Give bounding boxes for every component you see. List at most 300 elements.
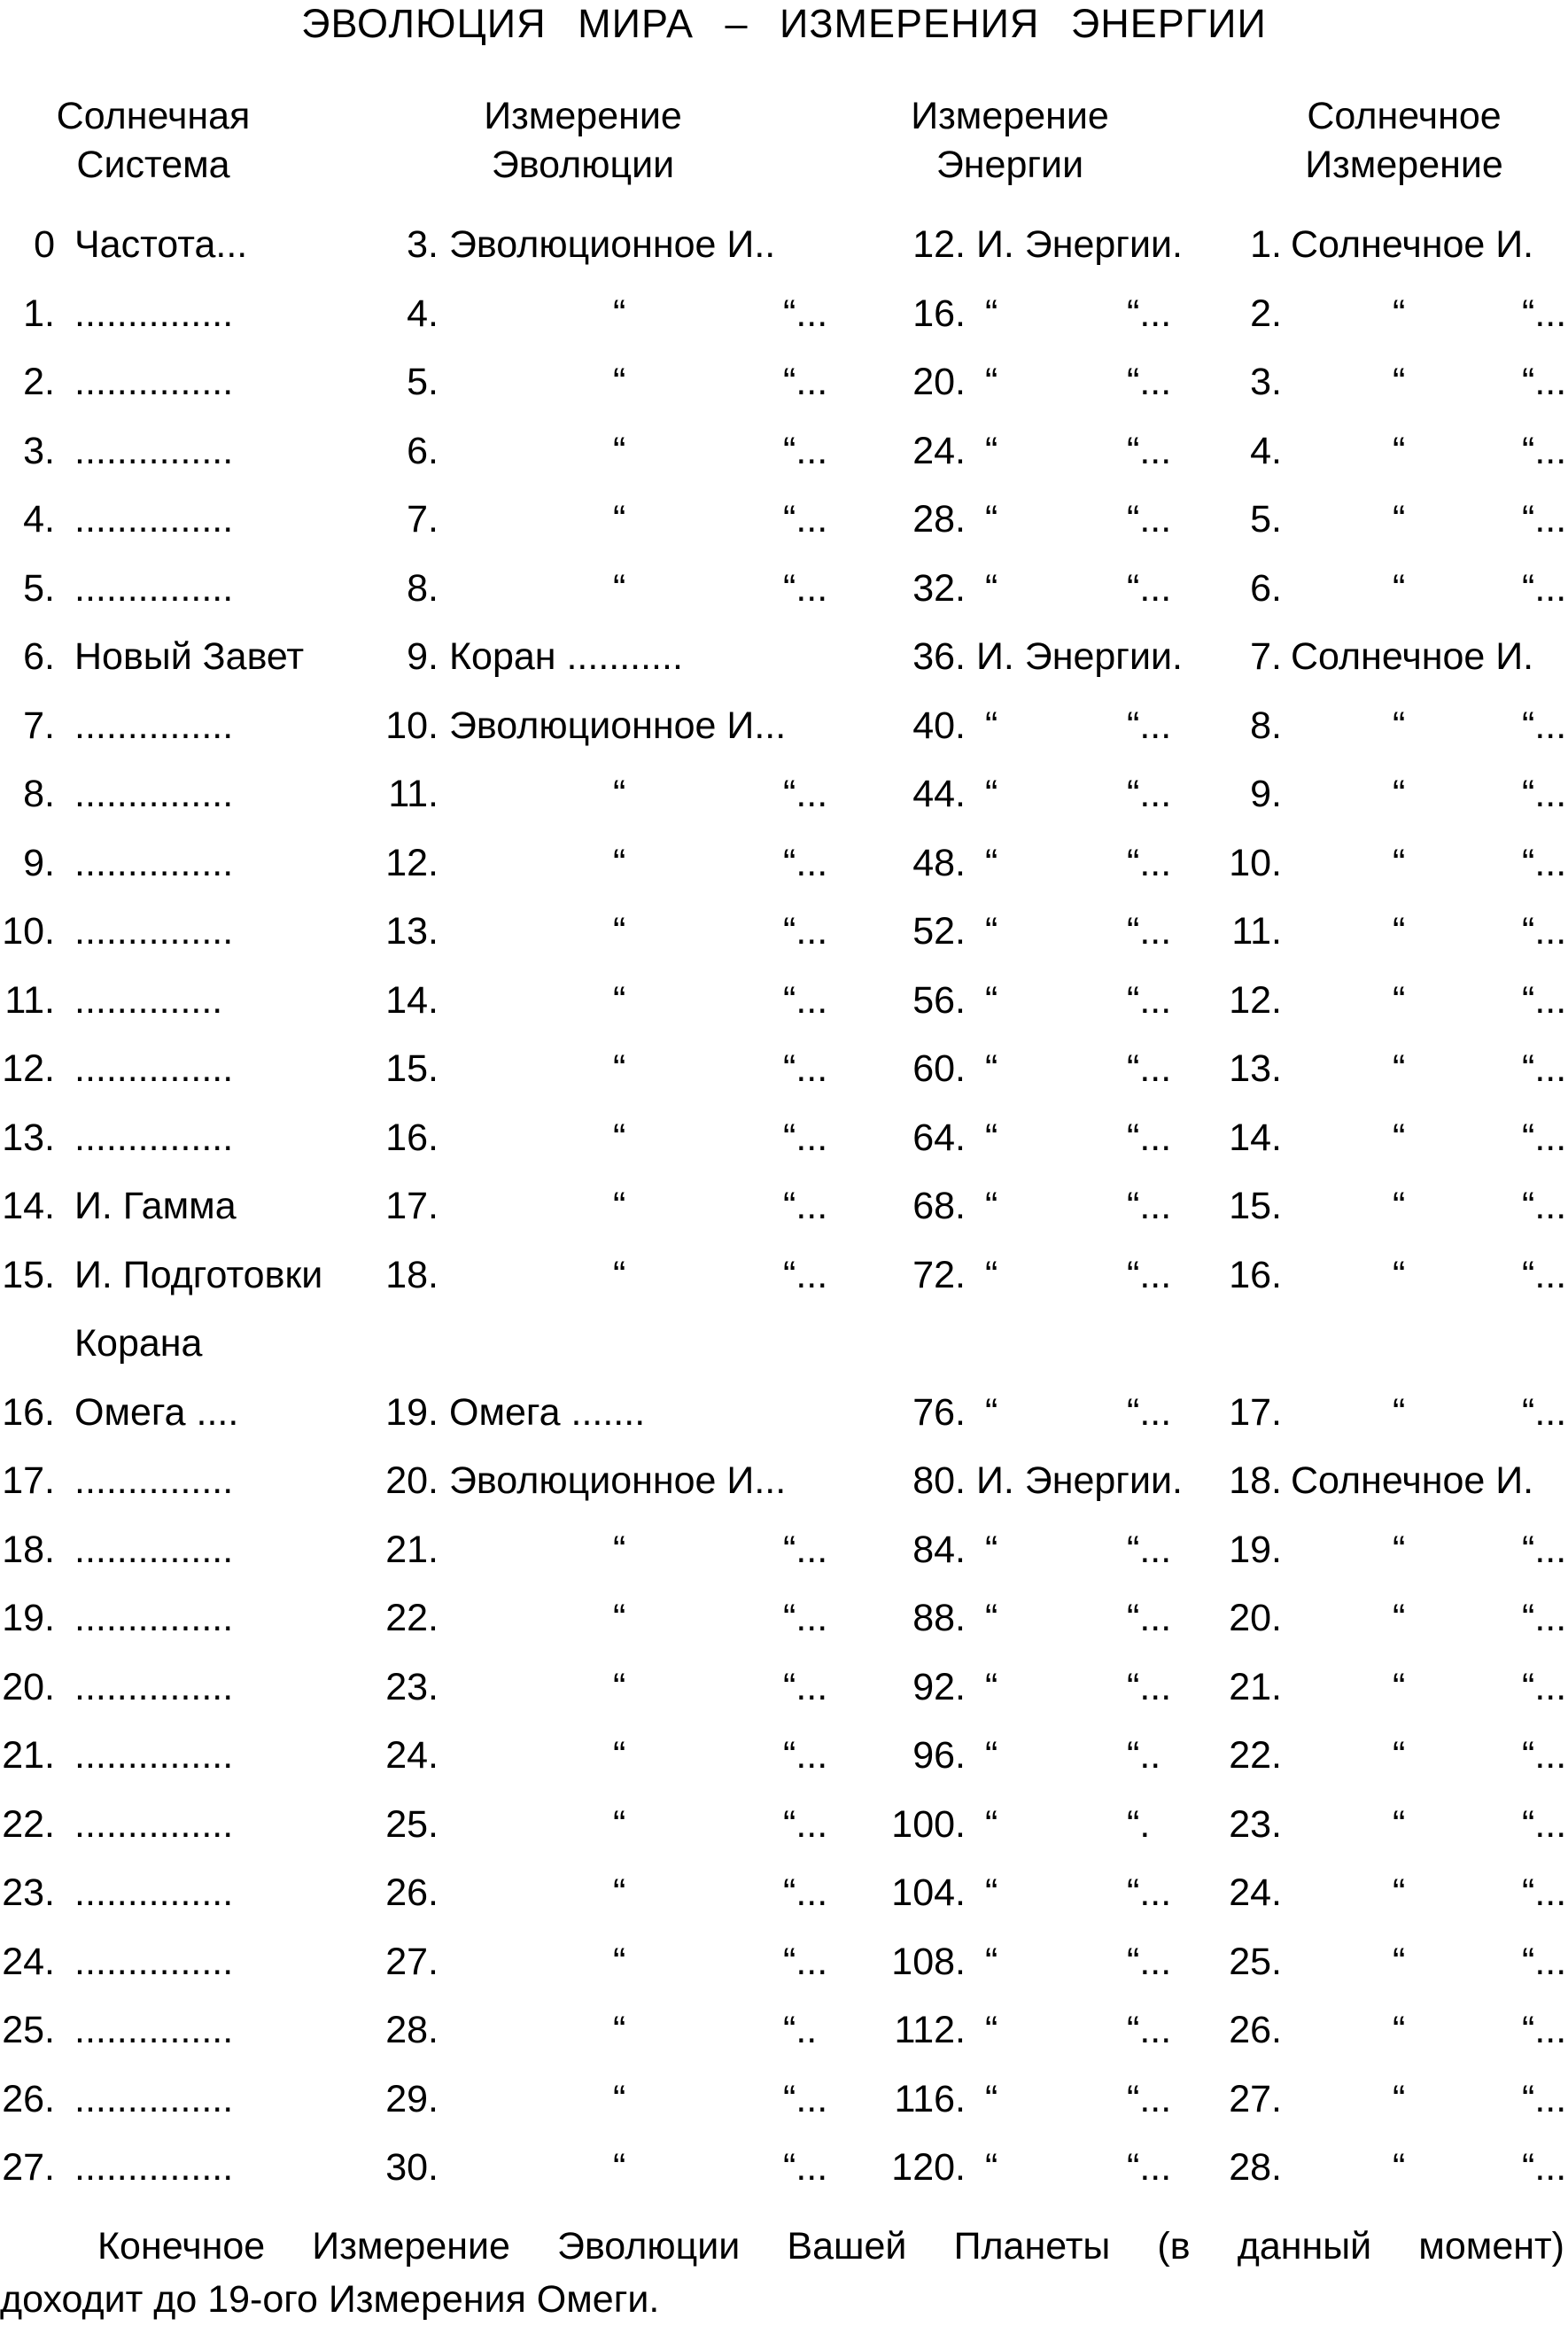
- ditto-mark: “: [1393, 1734, 1406, 1777]
- ditto-mark: “...: [1522, 566, 1567, 610]
- ditto-mark: “: [613, 1871, 626, 1914]
- ditto-mark: “: [1393, 1185, 1406, 1227]
- cell-text: ...............: [74, 1665, 234, 1708]
- table-row: [0, 1732, 1568, 1801]
- cell-number: 29.: [385, 2077, 439, 2120]
- ditto-mark: “...: [783, 1871, 828, 1914]
- cell-text: ...............: [74, 1116, 234, 1159]
- ditto-mark: “: [613, 1802, 626, 1846]
- cell-number: 24.: [2, 1940, 55, 1983]
- cell-number: 1.: [23, 292, 55, 335]
- cell-number: 11.: [4, 978, 55, 1022]
- ditto-mark: “...: [1127, 1940, 1172, 1983]
- ditto-mark: “: [985, 1597, 998, 1639]
- column-header-line: Измерение: [1305, 144, 1503, 186]
- cell-number: 32.: [912, 566, 966, 610]
- cell-number: 14.: [1229, 1116, 1282, 1159]
- ditto-mark: “...: [1522, 2077, 1567, 2120]
- cell-number: 9.: [23, 841, 55, 884]
- cell-number: 22.: [385, 1597, 439, 1639]
- ditto-mark: “...: [1522, 1528, 1567, 1571]
- cell-text: И. Подготовки: [74, 1253, 323, 1296]
- cell-number: 1.: [1250, 223, 1282, 266]
- ditto-mark: “: [985, 1528, 998, 1571]
- ditto-mark: “...: [783, 2077, 828, 2120]
- ditto-mark: “...: [783, 1734, 828, 1777]
- cell-number: 20.: [2, 1665, 55, 1708]
- cell-text: ...............: [74, 773, 234, 815]
- cell-number: 10.: [1229, 841, 1282, 884]
- ditto-mark: “...: [1522, 361, 1567, 403]
- ditto-mark: “: [985, 704, 998, 747]
- ditto-mark: “...: [783, 1047, 828, 1090]
- cell-number: 22.: [2, 1802, 55, 1846]
- ditto-mark: “...: [783, 1528, 828, 1571]
- ditto-mark: “...: [1127, 841, 1172, 884]
- cell-number: 8.: [1250, 704, 1282, 747]
- cell-number: 16.: [912, 292, 966, 335]
- cell-number: 17.: [1229, 1390, 1282, 1434]
- cell-text: ...............: [74, 841, 234, 884]
- cell-number: 36.: [912, 635, 966, 678]
- ditto-mark: “...: [1522, 2146, 1567, 2189]
- table-row: [0, 908, 1568, 977]
- table-row: [0, 565, 1568, 634]
- cell-text: Эволюционное И..: [449, 223, 776, 266]
- cell-number: 16.: [385, 1116, 439, 1159]
- cell-number: 20.: [1229, 1597, 1282, 1639]
- cell-text: ...............: [74, 1047, 234, 1090]
- cell-number: 44.: [912, 773, 966, 815]
- cell-number: 108.: [891, 1940, 966, 1983]
- ditto-mark: “...: [1127, 498, 1172, 541]
- ditto-mark: “...: [1127, 773, 1172, 815]
- ditto-mark: “...: [1127, 2009, 1172, 2051]
- table-row: [0, 359, 1568, 428]
- ditto-mark: “...: [783, 773, 828, 815]
- ditto-mark: “: [1393, 361, 1406, 403]
- cell-number: 10.: [2, 910, 55, 953]
- ditto-mark: “: [1393, 429, 1406, 472]
- ditto-mark: “...: [1127, 566, 1172, 610]
- cell-number: 120.: [891, 2146, 966, 2189]
- cell-text: Частота...: [74, 223, 248, 266]
- footer-line-1: Конечное Измерение Эволюции Вашей Планеты (в данный момент): [97, 2225, 1564, 2268]
- cell-text: Омега ....: [74, 1390, 239, 1434]
- ditto-mark: “...: [783, 1802, 828, 1846]
- cell-number: 13.: [385, 910, 439, 953]
- cell-number: 27.: [2, 2146, 55, 2189]
- ditto-mark: “: [985, 1390, 998, 1434]
- ditto-mark: “: [1393, 566, 1406, 610]
- cell-number: 17.: [385, 1185, 439, 1227]
- cell-number: 17.: [2, 1459, 55, 1502]
- ditto-mark: “...: [783, 910, 828, 953]
- ditto-mark: “: [613, 498, 626, 541]
- ditto-mark: “...: [783, 1253, 828, 1296]
- ditto-mark: “...: [1522, 498, 1567, 541]
- cell-number: 116.: [894, 2077, 966, 2120]
- table-row: [0, 1801, 1568, 1871]
- cell-number: 0: [34, 223, 55, 266]
- ditto-mark: “: [985, 292, 998, 335]
- ditto-mark: “...: [1127, 1597, 1172, 1639]
- cell-text: ...............: [74, 1597, 234, 1639]
- ditto-mark: “: [613, 910, 626, 953]
- column-header-solar-measurement: [1262, 92, 1546, 190]
- cell-text: Солнечное И.: [1291, 635, 1534, 678]
- ditto-mark: “...: [1522, 773, 1567, 815]
- ditto-mark: “: [613, 292, 626, 335]
- cell-number: 5.: [23, 566, 55, 610]
- table-row: [0, 2007, 1568, 2076]
- cell-number: 28.: [1229, 2146, 1282, 2189]
- ditto-mark: “...: [1127, 1528, 1172, 1571]
- ditto-mark: “: [1393, 1665, 1406, 1708]
- ditto-mark: “...: [783, 498, 828, 541]
- ditto-mark: “: [985, 910, 998, 953]
- cell-number: 56.: [912, 978, 966, 1022]
- cell-number: 72.: [912, 1253, 966, 1296]
- cell-number: 20.: [385, 1459, 439, 1502]
- ditto-mark: “: [613, 978, 626, 1022]
- ditto-mark: “: [985, 1871, 998, 1914]
- cell-number: 12.: [385, 841, 439, 884]
- column-header-line: Энергии: [935, 144, 1084, 186]
- cell-number: 25.: [1229, 1940, 1282, 1983]
- cell-text: ...............: [74, 1802, 234, 1846]
- ditto-mark: “: [985, 1734, 998, 1777]
- cell-text: Эволюционное И...: [449, 1459, 787, 1502]
- ditto-mark: “: [1393, 978, 1406, 1022]
- table-row: [0, 1252, 1568, 1389]
- cell-number: 27.: [385, 1940, 439, 1983]
- table-row: [0, 2076, 1568, 2145]
- ditto-mark: “: [613, 361, 626, 403]
- cell-number: 23.: [385, 1665, 439, 1708]
- cell-number: 21.: [1229, 1665, 1282, 1708]
- cell-number: 3.: [1250, 361, 1282, 403]
- cell-number: 24.: [385, 1734, 439, 1777]
- ditto-mark: “: [613, 1940, 626, 1983]
- cell-number: 9.: [407, 635, 439, 678]
- table-row: [0, 703, 1568, 772]
- cell-number: 26.: [385, 1871, 439, 1914]
- ditto-mark: “: [985, 2009, 998, 2051]
- ditto-mark: “...: [1522, 2009, 1567, 2051]
- ditto-mark: “: [1393, 1390, 1406, 1434]
- ditto-mark: “: [985, 841, 998, 884]
- ditto-mark: “: [985, 361, 998, 403]
- ditto-mark: “: [985, 498, 998, 541]
- ditto-mark: “: [613, 773, 626, 815]
- cell-number: 2.: [23, 361, 55, 403]
- cell-text: Эволюционное И...: [449, 704, 787, 747]
- footer-note: [0, 2220, 1564, 2326]
- cell-number: 19.: [2, 1597, 55, 1639]
- ditto-mark: “: [1393, 1597, 1406, 1639]
- cell-number: 13.: [2, 1116, 55, 1159]
- cell-text: ...............: [74, 1871, 234, 1914]
- ditto-mark: “: [985, 1802, 998, 1846]
- cell-number: 16.: [1229, 1253, 1282, 1296]
- ditto-mark: “...: [1127, 1047, 1172, 1090]
- table-row: [0, 1870, 1568, 1939]
- ditto-mark: “...: [1127, 429, 1172, 472]
- ditto-mark: “: [985, 2077, 998, 2120]
- ditto-mark: “...: [1522, 841, 1567, 884]
- column-header-line: Солнечное: [1307, 95, 1502, 137]
- column-header-line: Система: [76, 144, 230, 186]
- cell-text: Коран ...........: [449, 635, 683, 678]
- ditto-mark: “: [1393, 2009, 1406, 2051]
- ditto-mark: “...: [1522, 1116, 1567, 1159]
- table-row: [0, 1389, 1568, 1459]
- cell-text: ...............: [74, 910, 234, 953]
- table-row: [0, 771, 1568, 840]
- ditto-mark: “..: [783, 2009, 818, 2051]
- ditto-mark: “...: [1522, 1734, 1567, 1777]
- cell-text: ...............: [74, 2077, 234, 2120]
- ditto-mark: “: [1393, 704, 1406, 747]
- cell-number: 16.: [2, 1390, 55, 1434]
- column-header-line: Измерение: [911, 95, 1109, 137]
- ditto-mark: “...: [783, 841, 828, 884]
- ditto-mark: “: [985, 429, 998, 472]
- ditto-mark: “: [985, 1665, 998, 1708]
- cell-number: 100.: [891, 1802, 966, 1846]
- cell-text: ...............: [74, 566, 234, 610]
- cell-number: 18.: [2, 1528, 55, 1571]
- ditto-mark: “...: [783, 1940, 828, 1983]
- table-row: [0, 428, 1568, 497]
- ditto-mark: “...: [1127, 910, 1172, 953]
- ditto-mark: “: [613, 1734, 626, 1777]
- cell-text: И. Энергии.: [976, 1459, 1183, 1502]
- cell-text: ...............: [74, 704, 234, 747]
- ditto-mark: “: [1393, 1940, 1406, 1983]
- cell-number: 15.: [1229, 1185, 1282, 1227]
- cell-number: 3.: [23, 429, 55, 472]
- table-row: [0, 1939, 1568, 2008]
- table-row: [0, 291, 1568, 360]
- cell-text: ...............: [74, 292, 234, 335]
- cell-number: 25.: [2, 2009, 55, 2051]
- ditto-mark: “...: [1127, 2146, 1172, 2189]
- cell-text: ...............: [74, 1528, 234, 1571]
- cell-text: ...............: [74, 1459, 234, 1502]
- column-header-evolution-measurement: [441, 92, 725, 190]
- ditto-mark: “...: [1127, 361, 1172, 403]
- cell-number: 18.: [1229, 1459, 1282, 1502]
- cell-text: ...............: [74, 1734, 234, 1777]
- ditto-mark: “: [985, 978, 998, 1022]
- cell-number: 21.: [385, 1528, 439, 1571]
- ditto-mark: “: [613, 841, 626, 884]
- ditto-mark: “: [613, 1253, 626, 1296]
- table-row: [0, 496, 1568, 565]
- column-header-line: Солнечная: [56, 95, 251, 137]
- cell-number: 20.: [912, 361, 966, 403]
- ditto-mark: “...: [1127, 1253, 1172, 1296]
- ditto-mark: “...: [783, 2146, 828, 2189]
- ditto-mark: “: [1393, 841, 1406, 884]
- cell-number: 18.: [385, 1253, 439, 1296]
- cell-text: ...............: [74, 2009, 234, 2051]
- ditto-mark: “: [985, 1253, 998, 1296]
- table-row: [0, 222, 1568, 291]
- cell-number: 60.: [912, 1047, 966, 1090]
- ditto-mark: “...: [1127, 292, 1172, 335]
- table-row: [0, 1527, 1568, 1596]
- footer-line-2: доходит до 19-ого Измерения Омеги.: [0, 2278, 660, 2321]
- table-row: [0, 1458, 1568, 1527]
- ditto-mark: “...: [1522, 1940, 1567, 1983]
- cell-number: 40.: [912, 704, 966, 747]
- cell-number: 92.: [912, 1665, 966, 1708]
- ditto-mark: “...: [1127, 1665, 1172, 1708]
- cell-number: 21.: [2, 1734, 55, 1777]
- ditto-mark: “: [613, 1047, 626, 1090]
- cell-text: ...............: [74, 361, 234, 403]
- cell-number: 80.: [912, 1459, 966, 1502]
- cell-number: 104.: [891, 1871, 966, 1914]
- cell-number: 76.: [912, 1390, 966, 1434]
- table-row: [0, 1115, 1568, 1184]
- cell-text: Солнечное И.: [1291, 1459, 1534, 1502]
- ditto-mark: “...: [1127, 1390, 1172, 1434]
- cell-number: 27.: [1229, 2077, 1282, 2120]
- cell-number: 68.: [912, 1185, 966, 1227]
- cell-text: ...............: [74, 1940, 234, 1983]
- cell-number: 7.: [23, 704, 55, 747]
- ditto-mark: “...: [1522, 429, 1567, 472]
- ditto-mark: “: [985, 773, 998, 815]
- ditto-mark: “: [613, 1185, 626, 1227]
- cell-number: 24.: [1229, 1871, 1282, 1914]
- ditto-mark: “...: [1522, 1253, 1567, 1296]
- ditto-mark: “: [613, 429, 626, 472]
- cell-number: 88.: [912, 1597, 966, 1639]
- cell-text: И. Гамма: [74, 1185, 237, 1227]
- ditto-mark: “...: [1522, 292, 1567, 335]
- ditto-mark: “: [613, 2146, 626, 2189]
- ditto-mark: “: [1393, 2077, 1406, 2120]
- cell-number: 64.: [912, 1116, 966, 1159]
- cell-number: 26.: [1229, 2009, 1282, 2051]
- ditto-mark: “: [1393, 1871, 1406, 1914]
- ditto-mark: “...: [783, 361, 828, 403]
- ditto-mark: “: [1393, 292, 1406, 335]
- cell-number: 14.: [2, 1185, 55, 1227]
- column-header-energy-measurement: [868, 92, 1152, 190]
- cell-text: ...............: [74, 498, 234, 541]
- cell-number: 11.: [388, 773, 439, 815]
- table-row: [0, 977, 1568, 1046]
- ditto-mark: “: [1393, 2146, 1406, 2189]
- cell-number: 28.: [385, 2009, 439, 2051]
- ditto-mark: “...: [1522, 1185, 1567, 1227]
- ditto-mark: “...: [1127, 1116, 1172, 1159]
- cell-number: 8.: [407, 566, 439, 610]
- column-header-line: Эволюции: [491, 144, 675, 186]
- cell-number: 84.: [912, 1528, 966, 1571]
- ditto-mark: “: [1393, 1116, 1406, 1159]
- ditto-mark: “: [985, 1047, 998, 1090]
- ditto-mark: “...: [1522, 1597, 1567, 1639]
- cell-number: 48.: [912, 841, 966, 884]
- ditto-mark: “: [613, 2009, 626, 2051]
- ditto-mark: “...: [783, 1665, 828, 1708]
- cell-number: 23.: [2, 1871, 55, 1914]
- table-row: [0, 1664, 1568, 1733]
- table-body: [0, 222, 1568, 2213]
- cell-number: 14.: [385, 978, 439, 1022]
- cell-text: ..............: [74, 978, 223, 1022]
- cell-number: 15.: [2, 1253, 55, 1296]
- ditto-mark: “...: [783, 566, 828, 610]
- ditto-mark: “: [1393, 1047, 1406, 1090]
- cell-number: 3.: [407, 223, 439, 266]
- ditto-mark: “.: [1127, 1802, 1151, 1846]
- cell-number: 6.: [1250, 566, 1282, 610]
- table-row: [0, 2144, 1568, 2213]
- ditto-mark: “: [1393, 498, 1406, 541]
- ditto-mark: “: [613, 1665, 626, 1708]
- table-row: [0, 634, 1568, 703]
- cell-number: 9.: [1250, 773, 1282, 815]
- cell-number: 6.: [23, 635, 55, 678]
- cell-number: 5.: [1250, 498, 1282, 541]
- cell-number: 8.: [23, 773, 55, 815]
- ditto-mark: “...: [1522, 1047, 1567, 1090]
- cell-number: 7.: [1250, 635, 1282, 678]
- ditto-mark: “: [985, 2146, 998, 2189]
- ditto-mark: “...: [1522, 910, 1567, 953]
- ditto-mark: “...: [783, 1116, 828, 1159]
- ditto-mark: “...: [1127, 2077, 1172, 2120]
- cell-number: 13.: [1229, 1047, 1282, 1090]
- ditto-mark: “...: [1522, 1665, 1567, 1708]
- cell-number: 23.: [1229, 1802, 1282, 1846]
- cell-number: 26.: [2, 2077, 55, 2120]
- cell-number: 25.: [385, 1802, 439, 1846]
- cell-number: 96.: [912, 1734, 966, 1777]
- column-header-line: Измерение: [484, 95, 682, 137]
- ditto-mark: “: [985, 1116, 998, 1159]
- cell-number: 28.: [912, 498, 966, 541]
- ditto-mark: “...: [783, 1185, 828, 1227]
- ditto-mark: “...: [783, 1597, 828, 1639]
- ditto-mark: “: [613, 1597, 626, 1639]
- cell-text: Корана: [74, 1322, 203, 1365]
- cell-number: 12.: [1229, 978, 1282, 1022]
- cell-text: Новый Завет: [74, 635, 305, 678]
- cell-number: 4.: [407, 292, 439, 335]
- ditto-mark: “...: [1522, 1802, 1567, 1846]
- cell-number: 12.: [912, 223, 966, 266]
- table-row: [0, 840, 1568, 909]
- cell-number: 22.: [1229, 1734, 1282, 1777]
- table-row: [0, 1046, 1568, 1115]
- ditto-mark: “...: [1127, 704, 1172, 747]
- ditto-mark: “: [613, 2077, 626, 2120]
- cell-number: 7.: [407, 498, 439, 541]
- column-header-solar-system: [12, 92, 295, 190]
- cell-text: ...............: [74, 429, 234, 472]
- ditto-mark: “...: [783, 978, 828, 1022]
- ditto-mark: “..: [1127, 1734, 1161, 1777]
